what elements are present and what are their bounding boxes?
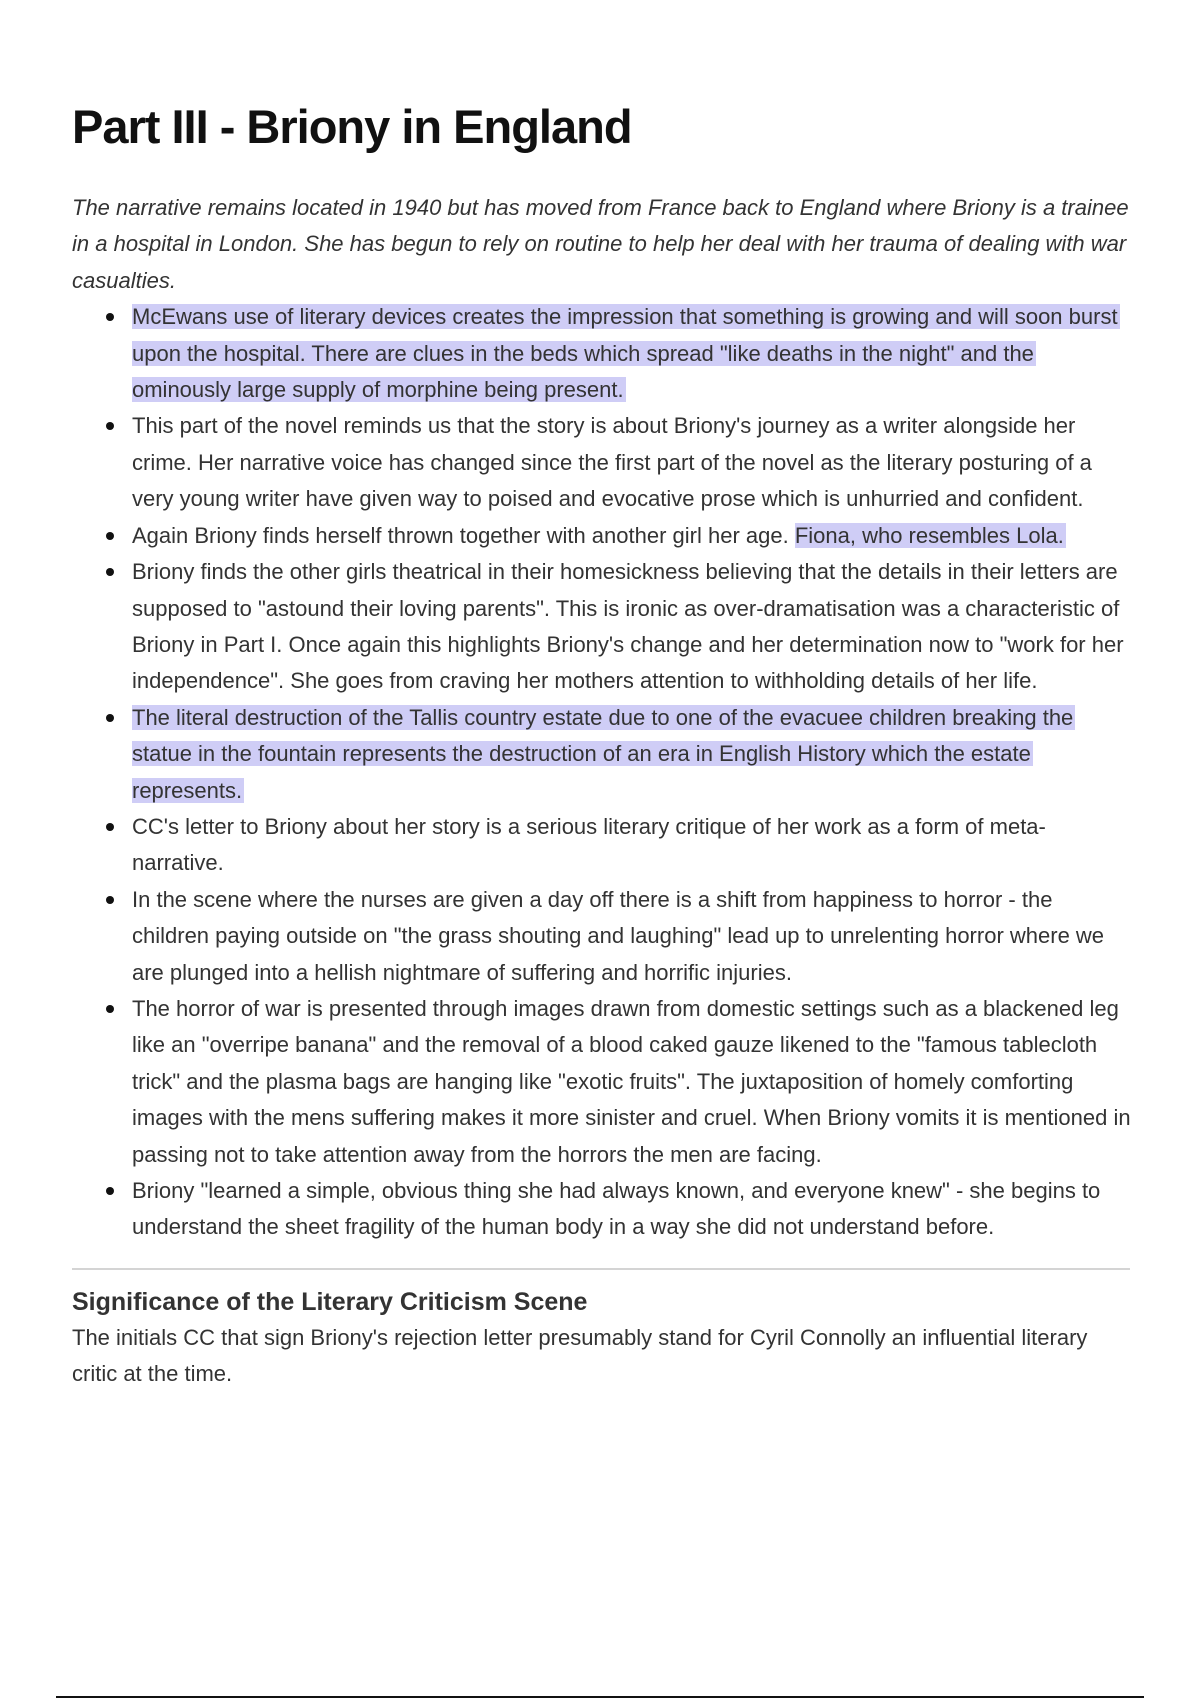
list-item-text: CC's letter to Briony about her story is a serious literary critique of her work as a form of meta-narrative. xyxy=(132,813,1046,876)
list-item-text: Again Briony finds herself thrown together with another girl her age. xyxy=(132,522,795,548)
bullet-icon xyxy=(106,568,114,576)
list-item-text: The horror of war is presented through images drawn from domestic settings such as a blackened leg like an "overripe banana" and the removal of a blood caked gauze likened to the "famous tablecloth trick" and the plasma bags are hanging like "exotic fruits". The juxtaposition of homely comforting images with the mens suffering makes it more sinister and cruel. When Briony vomits it is mentioned in passing not to take attention away from the horrors the men are facing. xyxy=(132,995,1131,1167)
bullet-icon xyxy=(106,532,114,540)
section-heading: Significance of the Literary Criticism Scene xyxy=(72,1287,588,1316)
list-item-text: Briony finds the other girls theatrical in their homesickness believing that the details in their letters are supposed to "astound their loving parents". This is ironic as over-dramatisation was a characteristic of Briony in Part I. Once again this highlights Briony's change and her determination now to "work for her independence". She goes from craving her mothers attention to withholding details of her life. xyxy=(132,559,1124,694)
bullet-icon xyxy=(106,1187,114,1195)
list-item-text: In the scene where the nurses are given a day off there is a shift from happiness to horror - the children paying outside on "the grass shouting and laughing" lead up to unrelenting horror where we are plunged into a hellish nightmare of suffering and horrific injuries. xyxy=(132,886,1105,985)
bullet-icon xyxy=(106,714,114,722)
bullet-list xyxy=(72,299,1132,1246)
section-divider xyxy=(72,1268,1130,1270)
intro-paragraph: The narrative remains located in 1940 but has moved from France back to England where Briony is a trainee in a hospital in London. She has begun to rely on routine to help her deal with her trauma of dealing with war casualties. xyxy=(72,195,1129,293)
list-item xyxy=(132,299,1132,408)
list-item xyxy=(132,882,1132,991)
highlighted-text[interactable]: Fiona, who resembles Lola. xyxy=(794,522,1064,548)
bullet-icon xyxy=(106,313,114,321)
list-item-text: This part of the novel reminds us that the story is about Briony's journey as a writer alongside her crime. Her narrative voice has changed since the first part of the novel as the literary posturing of a very young writer have given way to poised and evocative prose which is unhurried and confident. xyxy=(132,413,1092,512)
list-item xyxy=(132,554,1132,700)
section-paragraph: The initials CC that sign Briony's rejection letter presumably stand for Cyril Connolly an influential literary critic at the time. xyxy=(72,1324,1088,1387)
list-item xyxy=(132,700,1132,809)
footer-divider xyxy=(56,1696,1144,1698)
list-item xyxy=(132,408,1132,517)
list-item xyxy=(132,1173,1132,1246)
bullet-icon xyxy=(106,823,114,831)
list-item xyxy=(132,991,1132,1173)
page-title: Part III - Briony in England xyxy=(72,100,632,153)
list-item xyxy=(132,809,1132,882)
bullet-icon xyxy=(106,1005,114,1013)
highlighted-text[interactable]: The literal destruction of the Tallis country estate due to one of the evacuee children breaking the statue in the fountain represents the destruction of an era in English History which the estate represents. xyxy=(132,704,1074,803)
list-item-text: Briony "learned a simple, obvious thing she had always known, and everyone knew" - she begins to understand the sheet fragility of the human body in a way she did not understand before. xyxy=(132,1178,1101,1240)
bullet-icon xyxy=(106,422,114,430)
bullet-icon xyxy=(106,896,114,904)
document-page xyxy=(72,100,1132,1393)
highlighted-text[interactable]: McEwans use of literary devices creates the impression that something is growing and will soon burst upon the hospital. There are clues in the beds which spread "like deaths in the night" and the ominously large supply of morphine being present. xyxy=(132,304,1118,403)
list-item xyxy=(132,518,1132,554)
